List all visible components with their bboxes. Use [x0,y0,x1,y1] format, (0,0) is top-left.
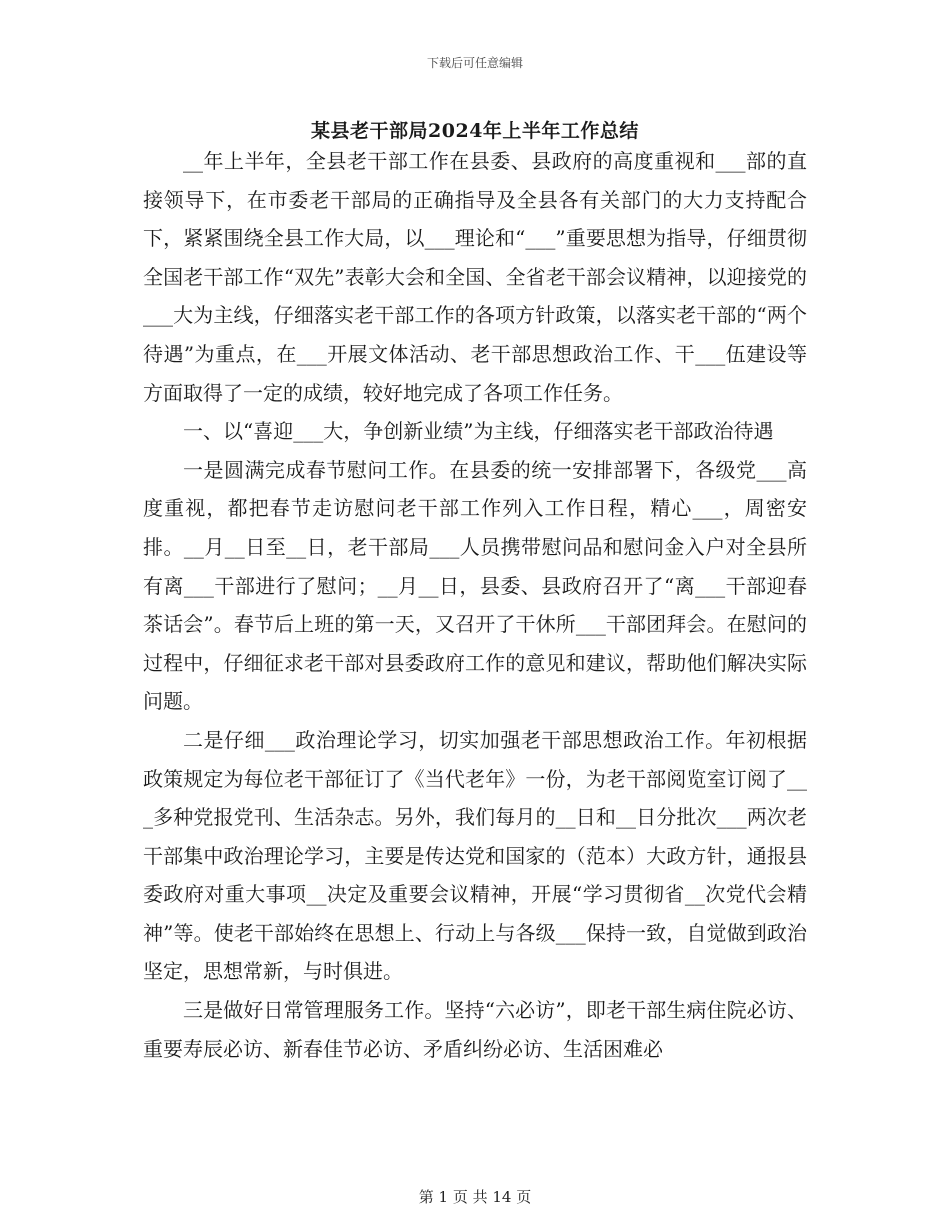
page-number: 第 1 页 共 14 页 [418,1188,532,1206]
paragraph-item-1: 一是圆满完成春节慰问工作。在县委的统一安排部署下，各级党___高度重视，都把春节走访慰问老干部工作列入工作日程，精心___，周密安排。__月__日至__日，老干部局___人员携带慰问品和慰问金入户对全县所有离___干部进行了慰问；__月__日，县委、县政府召开了“离___干部迎春茶话会”。春节后上班的第一天，又召开了干休所___干部团拜会。在慰问的过程中，仔细征求老干部对县委政府工作的意见和建议，帮助他们解决实际问题。 [143,457,807,714]
paragraph-intro: __年上半年，全县老干部工作在县委、县政府的高度重视和___部的直接领导下，在市委老干部局的正确指导及全县各有关部门的大力支持配合下，紧紧围绕全县工作大局，以___理论和“___”重要思想为指导，仔细贯彻全国老干部工作“双先”表彰大会和全国、全省老干部会议精神，以迎接党的___大为主线，仔细落实老干部工作的各项方针政策，以落实老干部的“两个待遇”为重点，在___开展文体活动、老干部思想政治工作、干___伍建设等方面取得了一定的成绩，较好地完成了各项工作任务。 [143,149,807,405]
section-heading-1: 一、以“喜迎___大，争创新业绩”为主线，仔细落实老干部政治待遇 [183,419,774,444]
paragraph-item-3: 三是做好日常管理服务工作。坚持“六必访”，即老干部生病住院必访、重要寿辰必访、新春佳节必访、矛盾纠纷必访、生活困难必 [143,998,807,1061]
header-note: 下载后可任意编辑 [426,56,523,70]
paragraph-item-2: 二是仔细___政治理论学习，切实加强老干部思想政治工作。年初根据政策规定为每位老干部征订了《当代老年》一份，为老干部阅览室订阅了___多种党报党刊、生活杂志。另外，我们每月的__日和__日分批次___两次老干部集中政治理论学习，主要是传达党和国家的（范本）大政方针，通报县委政府对重大事项__决定及重要会议精神，开展“学习贯彻省__次党代会精神”等。使老干部始终在思想上、行动上与各级___保持一致，自觉做到政治坚定，思想常新，与时俱进。 [143,727,807,984]
document-title: 某县老干部局2024年上半年工作总结 [311,120,639,142]
document-body [143,142,807,1068]
